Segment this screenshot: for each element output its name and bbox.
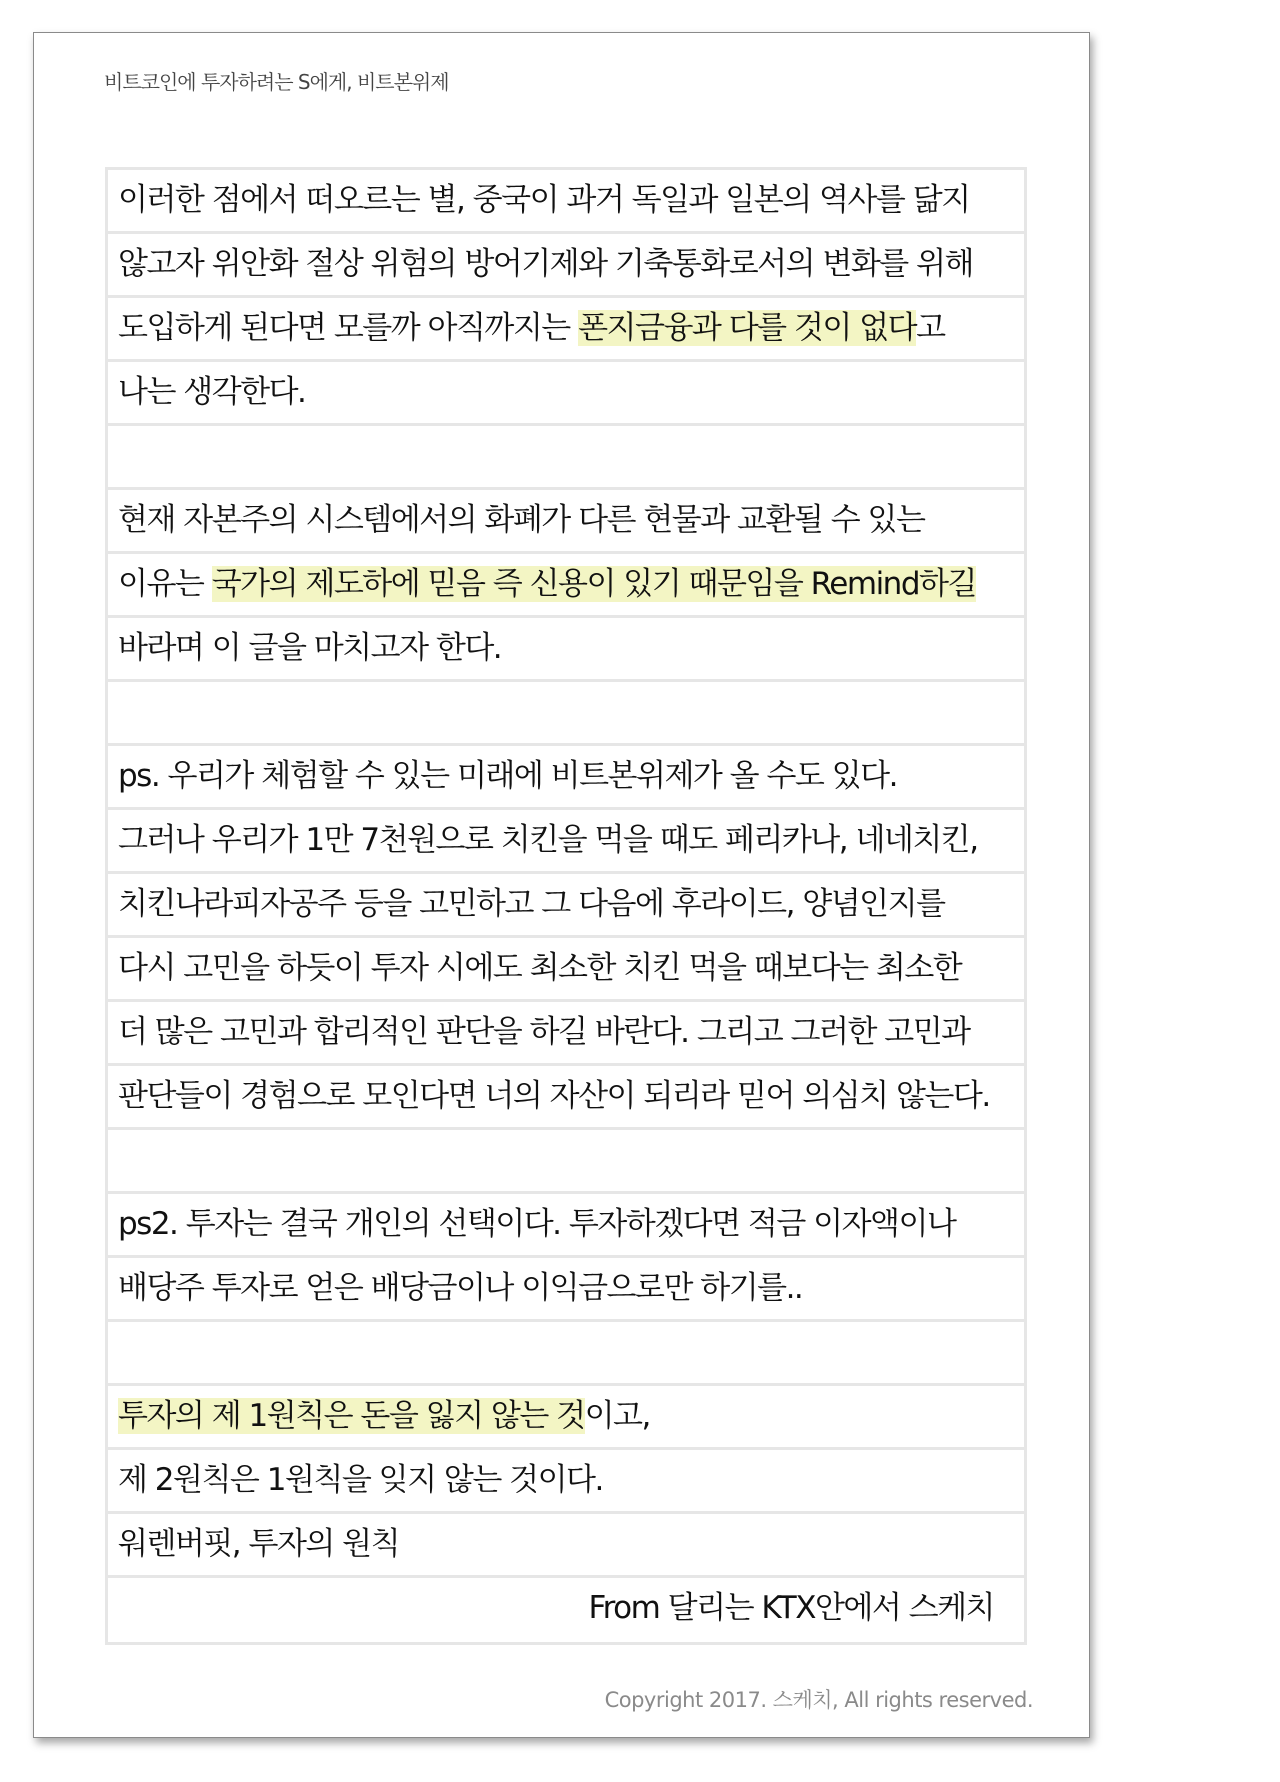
text-row (108, 362, 1024, 426)
text-table (105, 167, 1027, 1645)
text-row (108, 746, 1024, 810)
text-segment: 워렌버핏, 투자의 원칙 (118, 1526, 400, 1562)
text-segment: 이러한 점에서 떠오르는 별, 중국이 과거 독일과 일본의 역사를 닮지 (118, 182, 970, 218)
text-row (108, 1450, 1024, 1514)
text-segment: 다시 고민을 하듯이 투자 시에도 최소한 치킨 먹을 때보다는 최소한 (118, 950, 962, 986)
text-row (108, 810, 1024, 874)
text-segment: 제 2원칙은 1원칙을 잊지 않는 것이다. (118, 1462, 603, 1498)
text-row (108, 938, 1024, 1002)
text-segment: 도입하게 된다면 모를까 아직까지는 (118, 310, 579, 346)
blank-row (108, 1130, 1024, 1194)
blank-row (108, 1322, 1024, 1386)
text-segment: ps. 우리가 체험할 수 있는 미래에 비트본위제가 올 수도 있다. (118, 758, 897, 794)
text-segment: ps2. 투자는 결국 개인의 선택이다. 투자하겠다면 적금 이자액이나 (118, 1206, 956, 1242)
text-segment: 고 (916, 310, 945, 346)
text-row (108, 298, 1024, 362)
text-row (108, 1514, 1024, 1578)
text-segment: 현재 자본주의 시스템에서의 화폐가 다른 현물과 교환될 수 있는 (118, 502, 925, 538)
text-segment: 이고, (584, 1398, 650, 1434)
text-segment: 그러나 우리가 1만 7천원으로 치킨을 먹을 때도 페리카나, 네네치킨, (118, 822, 978, 858)
text-segment: 판단들이 경험으로 모인다면 너의 자산이 되리라 믿어 의심치 않는다. (118, 1078, 990, 1114)
text-row (108, 554, 1024, 618)
text-row (108, 1386, 1024, 1450)
document-title: 비트코인에 투자하려는 S에게, 비트본위제 (104, 70, 449, 94)
text-row (108, 234, 1024, 298)
text-segment: From 달리는 KTX안에서 스케치 (588, 1590, 994, 1626)
text-segment: 바라며 이 글을 마치고자 한다. (118, 630, 502, 666)
text-segment: 이유는 (118, 566, 212, 602)
blank-row (108, 682, 1024, 746)
blank-row (108, 426, 1024, 490)
text-segment: 배당주 투자로 얻은 배당금이나 이익금으로만 하기를.. (118, 1270, 803, 1306)
text-row (108, 1258, 1024, 1322)
highlighted-text: 국가의 제도하에 믿음 즉 신용이 있기 때문임을 Remind하길 (211, 566, 976, 602)
copyright-notice: Copyright 2017. 스케치, All rights reserved. (604, 1688, 1033, 1712)
text-row (108, 1578, 1024, 1642)
text-row (108, 1066, 1024, 1130)
text-segment: 치킨나라피자공주 등을 고민하고 그 다음에 후라이드, 양념인지를 (118, 886, 945, 922)
text-segment: 않고자 위안화 절상 위험의 방어기제와 기축통화로서의 변화를 위해 (118, 246, 973, 282)
text-row (108, 1194, 1024, 1258)
text-row (108, 1002, 1024, 1066)
text-row (108, 874, 1024, 938)
highlighted-text: 폰지금융과 다를 것이 없다 (578, 310, 917, 346)
text-segment: 더 많은 고민과 합리적인 판단을 하길 바란다. 그리고 그러한 고민과 (118, 1014, 970, 1050)
highlighted-text: 투자의 제 1원칙은 돈을 잃지 않는 것 (118, 1398, 585, 1434)
text-row (108, 618, 1024, 682)
text-segment: 나는 생각한다. (118, 374, 306, 410)
text-row (108, 170, 1024, 234)
text-row (108, 490, 1024, 554)
